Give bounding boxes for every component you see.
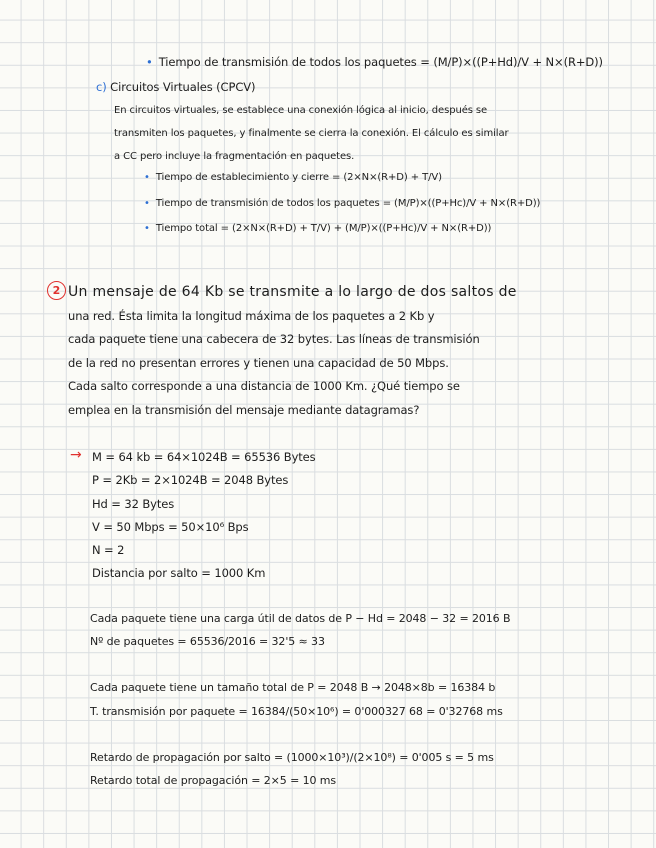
problem-line: una red. Ésta limita la longitud máxima de los paquetes a 2 Kb y bbox=[68, 309, 435, 323]
problem-line: Un mensaje de 64 Kb se transmite a lo largo de dos saltos de bbox=[68, 284, 517, 300]
given-message-size: M = 64 kb = 64×1024B = 65536 Bytes bbox=[92, 450, 316, 464]
problem-number-badge: 2 bbox=[47, 281, 66, 300]
section-title: Circuitos Virtuales (CPCV) bbox=[110, 80, 256, 94]
given-speed: V = 50 Mbps = 50×10⁶ Bps bbox=[92, 520, 249, 534]
propagation-delay-calc: Retardo de propagación por salto = (1000×10³)/(2×10⁸) = 0'005 s = 5 ms bbox=[90, 751, 494, 764]
transmission-time-calc: T. transmisión por paquete = 16384/(50×10⁶) = 0'000327 68 = 0'32768 ms bbox=[90, 705, 503, 718]
bullet-transmission-time: • Tiempo de transmisión de todos los paquetes = (M/P)×((P+Hd)/V + N×(R+D)) bbox=[146, 55, 603, 69]
bullet-total-time: • Tiempo total = (2×N×(R+D) + T/V) + (M/P)×((P+Hc)/V + N×(R+D)) bbox=[144, 223, 492, 234]
problem-line: de la red no presentan errores y tienen una capacidad de 50 Mbps. bbox=[68, 356, 449, 370]
paragraph-line: a CC pero incluye la fragmentación en paquetes. bbox=[114, 151, 355, 162]
bullet-packets-time: • Tiempo de transmisión de todos los paquetes = (M/P)×((P+Hc)/V + N×(R+D)) bbox=[144, 198, 541, 209]
bullet-setup-time: • Tiempo de establecimiento y cierre = (2×N×(R+D) + T/V) bbox=[144, 172, 442, 183]
given-packet-size: P = 2Kb = 2×1024B = 2048 Bytes bbox=[92, 473, 289, 487]
arrow-icon: → bbox=[70, 447, 82, 463]
total-propagation-calc: Retardo total de propagación = 2×5 = 10 ms bbox=[90, 774, 337, 787]
bullet-dot-icon: • bbox=[144, 198, 150, 209]
given-hops: N = 2 bbox=[92, 543, 125, 557]
paragraph-line: transmiten los paquetes, y finalmente se cierra la conexión. El cálculo es similar bbox=[114, 128, 509, 139]
paragraph-line: En circuitos virtuales, se establece una conexión lógica al inicio, después se bbox=[114, 105, 488, 116]
section-letter: c) bbox=[96, 80, 107, 94]
problem-line: emplea en la transmisión del mensaje mediante datagramas? bbox=[68, 403, 420, 417]
bullet-dot-icon: • bbox=[146, 55, 153, 69]
num-packets-calc: Nº de paquetes = 65536/2016 = 32'5 ≈ 33 bbox=[90, 635, 325, 648]
given-distance: Distancia por salto = 1000 Km bbox=[92, 566, 266, 580]
bullet-dot-icon: • bbox=[144, 223, 150, 234]
problem-line: Cada salto corresponde a una distancia de 1000 Km. ¿Qué tiempo se bbox=[68, 379, 460, 393]
section-c-heading bbox=[96, 80, 255, 94]
given-header-size: Hd = 32 Bytes bbox=[92, 497, 175, 511]
payload-calc: Cada paquete tiene una carga útil de datos de P − Hd = 2048 − 32 = 2016 B bbox=[90, 612, 511, 625]
bullet-dot-icon: • bbox=[144, 172, 150, 183]
problem-line: cada paquete tiene una cabecera de 32 bytes. Las líneas de transmisión bbox=[68, 332, 480, 346]
packet-size-calc: Cada paquete tiene un tamaño total de P = 2048 B → 2048×8b = 16384 b bbox=[90, 681, 496, 694]
